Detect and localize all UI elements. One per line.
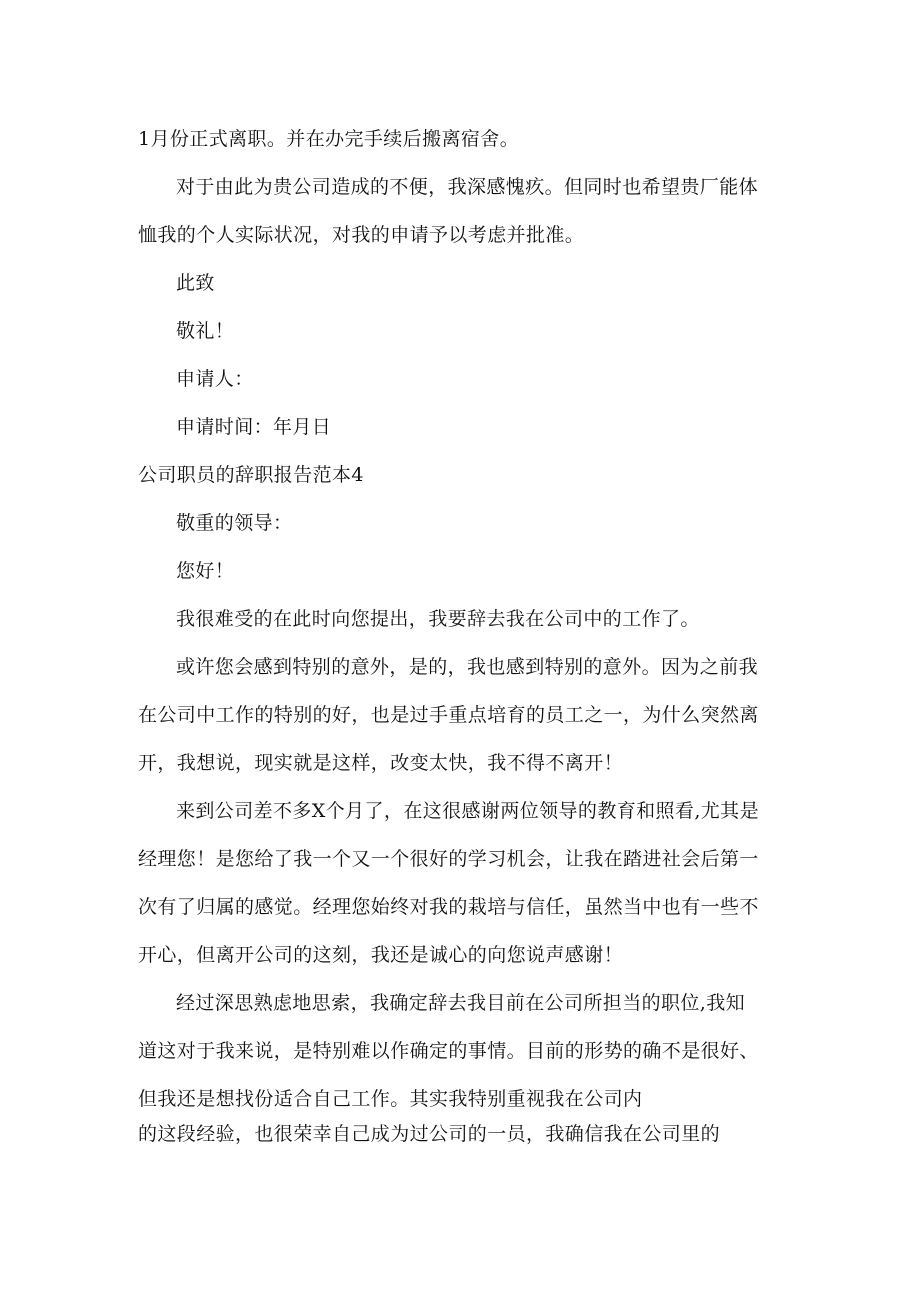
- salutation-cizhi: 此致: [176, 272, 215, 294]
- paragraph-2-line-3: 开，我想说，现实就是这样，改变太快，我不得不离开！: [138, 752, 624, 774]
- paragraph-3-line-2: 经理您！是您给了我一个又一个很好的学习机会，让我在踏进社会后第一: [138, 848, 759, 870]
- paragraph-3-line-4: 开心，但离开公司的这刻，我还是诚心的向您说声感谢！: [138, 944, 624, 966]
- paragraph-4-line-1: 经过深思熟虑地思索，我确定辞去我目前在公司所担当的职位,我知: [176, 992, 746, 1014]
- text-line-apology: 对于由此为贵公司造成的不便，我深感愧疚。但同时也希望贵厂能体: [176, 176, 759, 198]
- text-line-apology-cont: 恤我的个人实际状况，对我的申请予以考虑并批准。: [138, 224, 585, 246]
- paragraph-4-line-3: 但我还是想找份适合自己工作。其实我特别重视我在公司内: [138, 1088, 643, 1110]
- paragraph-3-line-3: 次有了归属的感觉。经理您始终对我的栽培与信任，虽然当中也有一些不: [138, 896, 759, 918]
- paragraph-3-line-1: 来到公司差不多X个月了，在这很感谢两位领导的教育和照看,尤其是: [176, 800, 759, 822]
- greeting-recipient: 敬重的领导：: [176, 512, 293, 534]
- salutation-jingli: 敬礼！: [176, 320, 235, 342]
- paragraph-4-line-2: 道这对于我来说，是特别难以作确定的事情。目前的形势的确不是很好、: [138, 1040, 759, 1062]
- application-date-label: 申请时间：年月日: [176, 416, 332, 438]
- applicant-label: 申请人：: [176, 368, 254, 390]
- paragraph-2-line-2: 在公司中工作的特别的好，也是过手重点培育的员工之一，为什么突然离: [138, 704, 759, 726]
- paragraph-4-line-4: 的这段经验，也很荣幸自己成为过公司的一员，我确信我在公司里的: [138, 1123, 721, 1145]
- text-line-closing-leave-date: 1月份正式离职。并在办完手续后搬离宿舍。: [138, 128, 520, 150]
- paragraph-2-line-1: 或许您会感到特别的意外，是的，我也感到特别的意外。因为之前我: [176, 656, 759, 678]
- section-title: 公司职员的辞职报告范本4: [138, 464, 364, 486]
- greeting-hello: 您好！: [176, 560, 235, 582]
- paragraph-1: 我很难受的在此时向您提出，我要辞去我在公司中的工作了。: [176, 608, 700, 630]
